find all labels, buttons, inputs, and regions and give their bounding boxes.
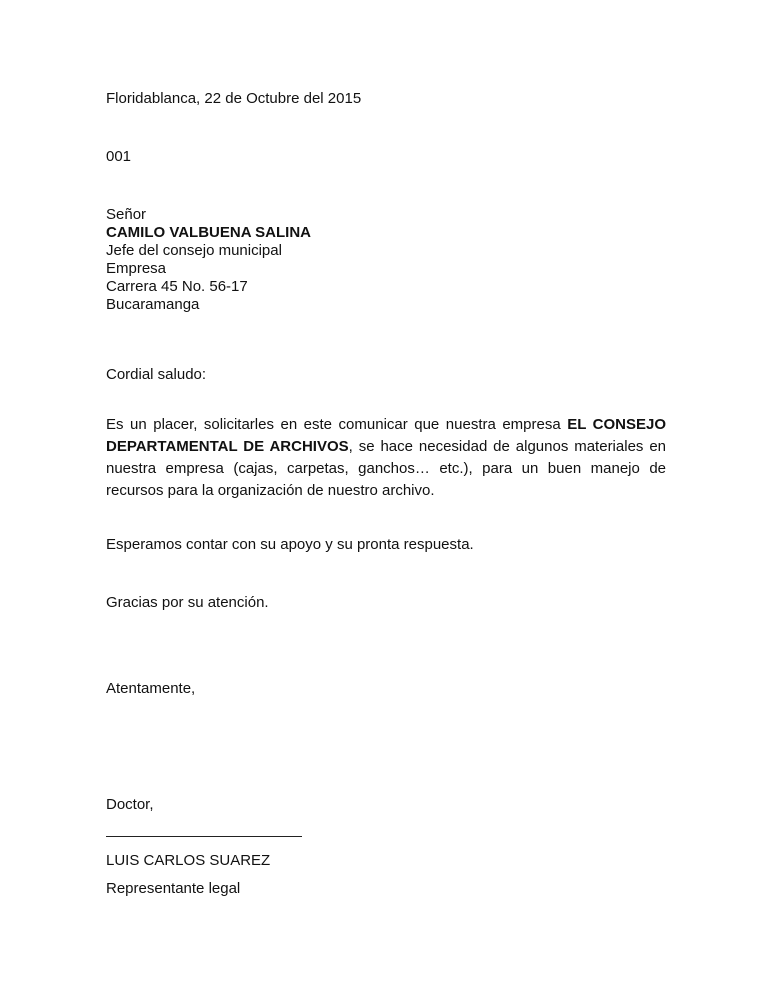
closing-request: Esperamos contar con su apoyo y su pronta respuesta. <box>106 536 474 553</box>
greeting: Cordial saludo: <box>106 366 207 383</box>
recipient-position: Jefe del consejo municipal <box>106 242 282 259</box>
signer-role: Representante legal <box>106 880 241 897</box>
body-line-1-text: Es un placer, solicitarles en este comunicar que nuestra empresa <box>106 416 568 433</box>
body-line-2-text: , se hace necesidad de algunos materiales en <box>348 438 666 455</box>
signature-line <box>106 836 302 837</box>
body-line-1 <box>106 414 666 436</box>
farewell: Atentamente, <box>106 680 196 697</box>
recipient-address: Carrera 45 No. 56-17 <box>106 278 248 295</box>
signer-name: LUIS CARLOS SUAREZ <box>106 852 271 869</box>
body-line-1-bold: EL CONSEJO <box>567 416 666 433</box>
place-date: Floridablanca, 22 de Octubre del 2015 <box>106 90 362 107</box>
thanks: Gracias por su atención. <box>106 594 269 611</box>
body-line-2 <box>106 436 666 458</box>
body-line-2-bold: DEPARTAMENTAL DE ARCHIVOS <box>106 438 349 455</box>
recipient-salutation-title: Señor <box>106 206 147 223</box>
recipient-name: CAMILO VALBUENA SALINA <box>106 224 311 241</box>
reference-number: 001 <box>106 148 132 165</box>
signer-title: Doctor, <box>106 796 154 813</box>
recipient-company: Empresa <box>106 260 167 277</box>
recipient-city: Bucaramanga <box>106 296 200 313</box>
body-line-4: recursos para la organización de nuestro archivo. <box>106 482 435 499</box>
body-line-3: nuestra empresa (cajas, carpetas, ganchos… etc.), para un buen manejo de <box>106 460 666 477</box>
body-paragraph <box>106 414 666 502</box>
